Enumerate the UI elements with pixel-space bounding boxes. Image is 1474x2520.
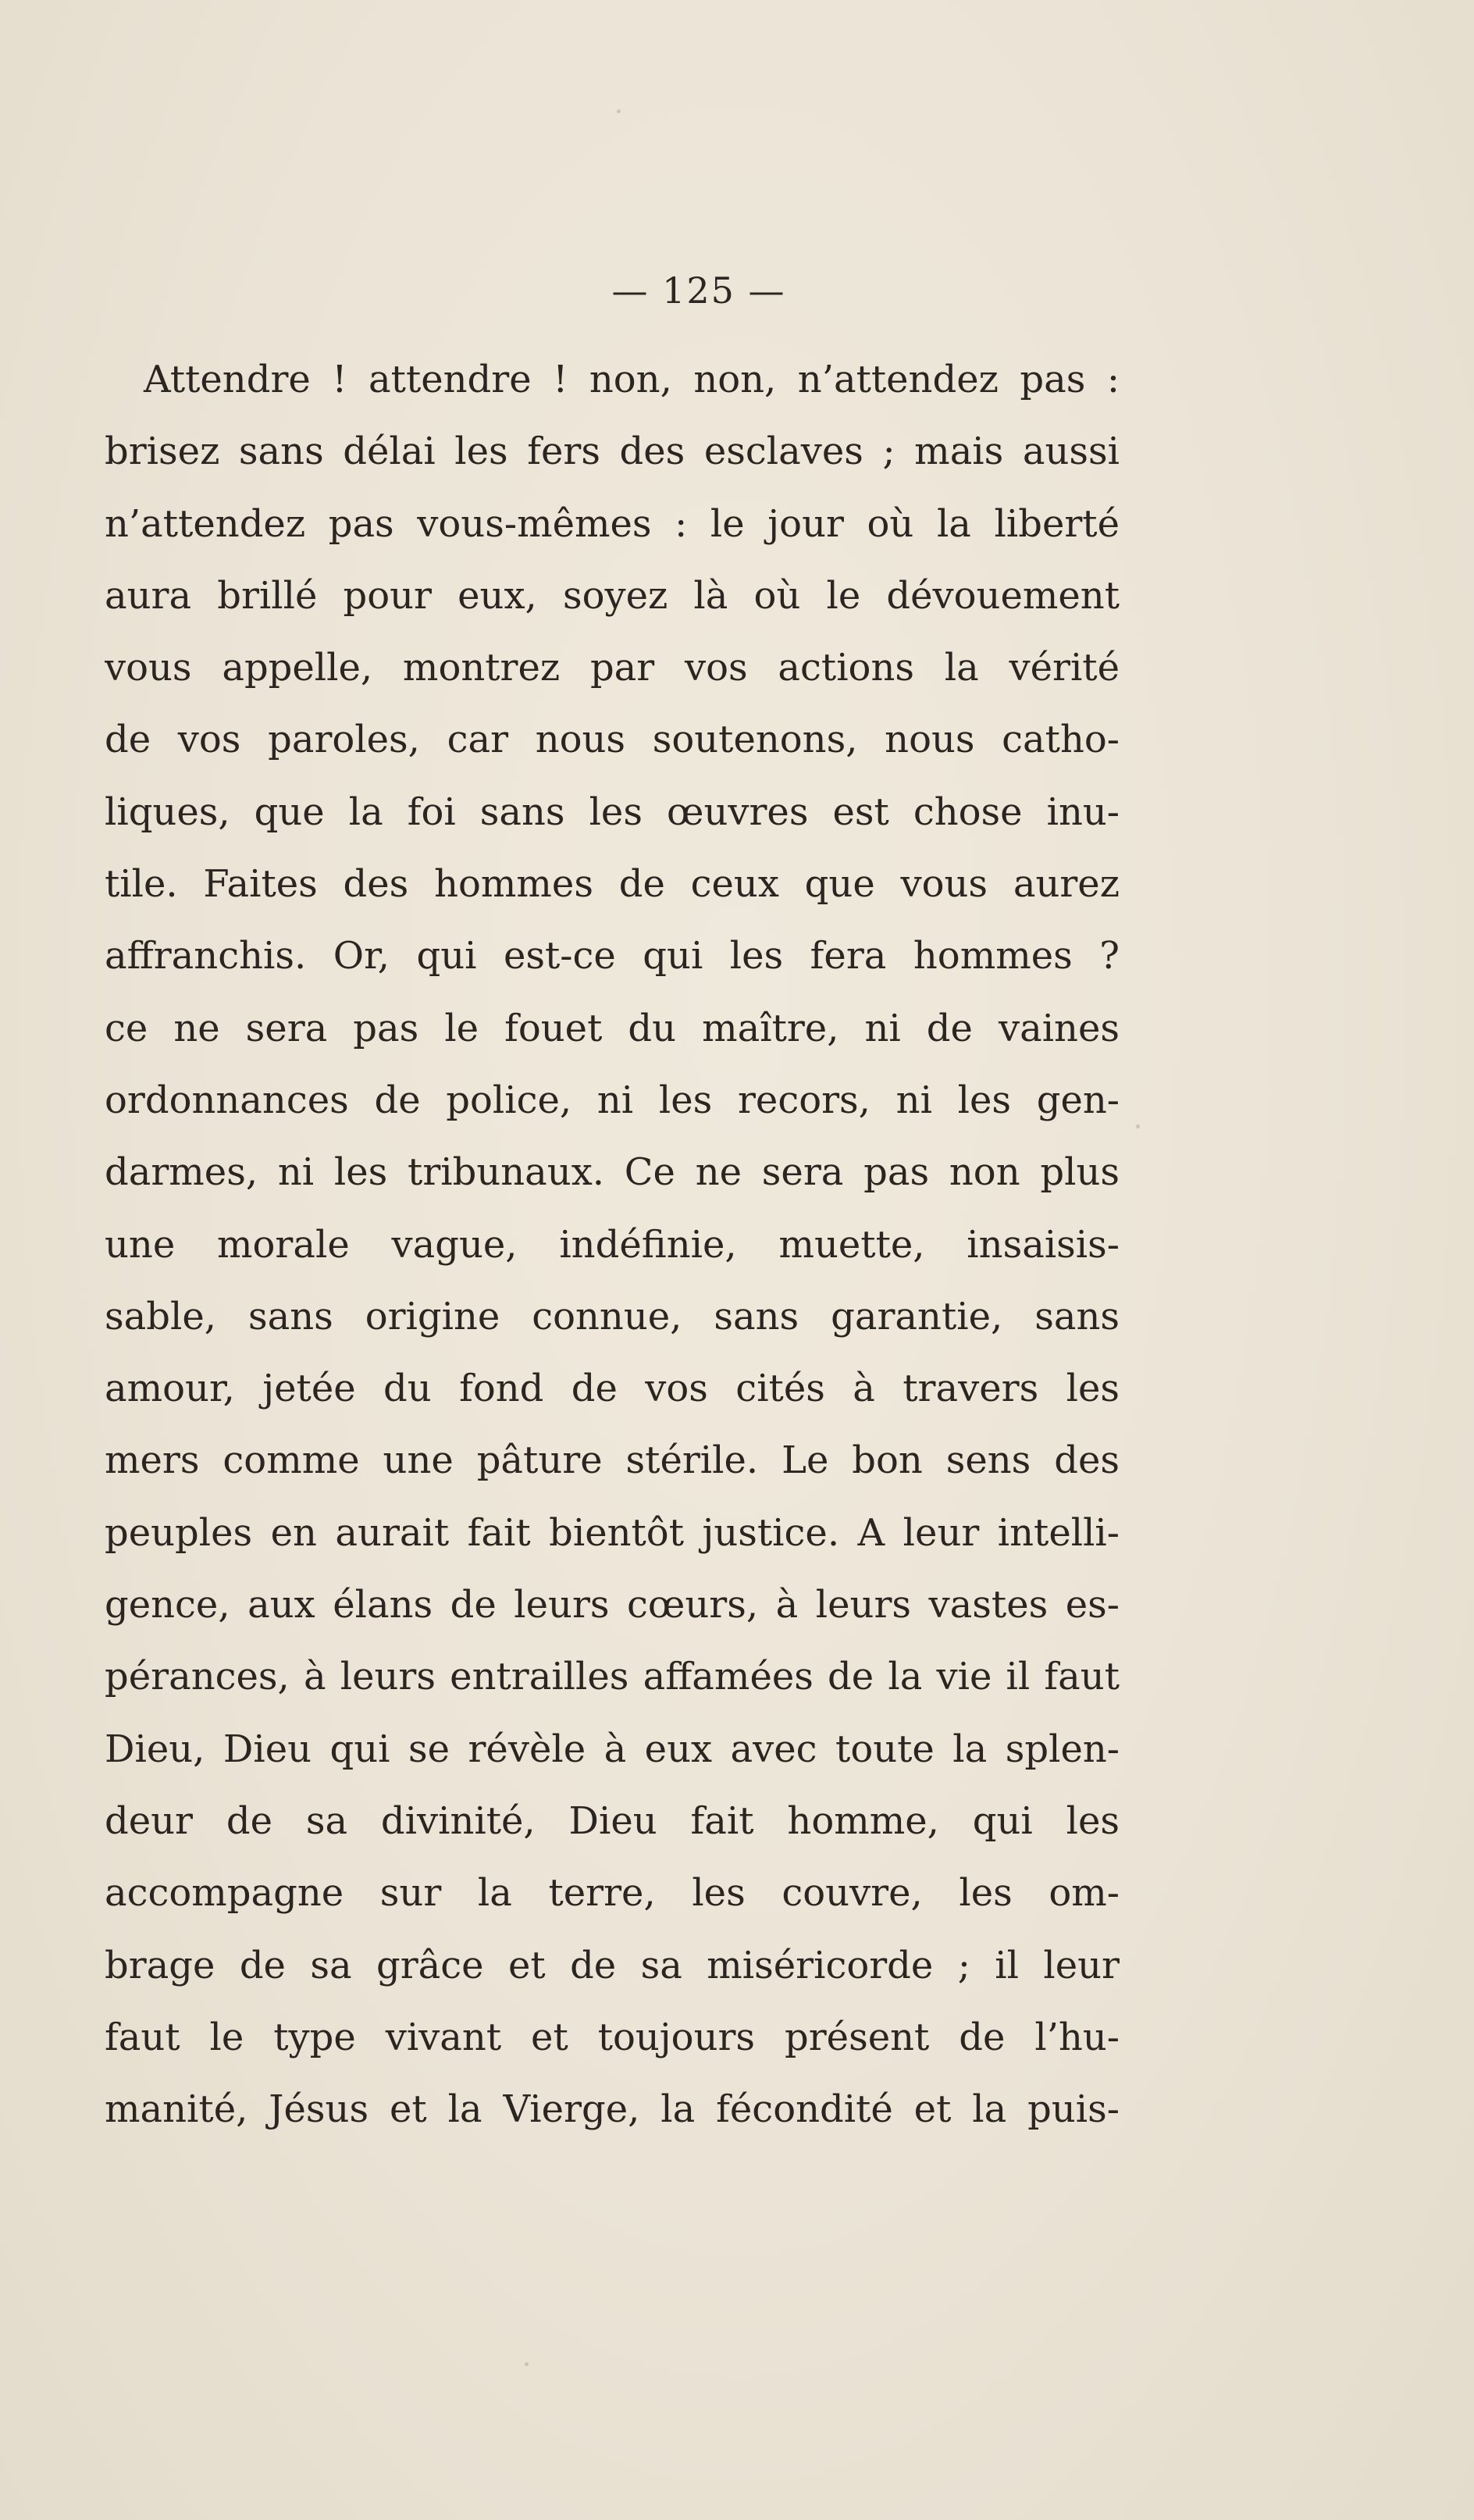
text-line: darmes, ni les tribunaux. Ce ne sera pas non plus — [105, 1150, 1120, 1195]
text-line: manité, Jésus et la Vierge, la fécondité et la puis- — [105, 2087, 1120, 2132]
text-line: Dieu, Dieu qui se révèle à eux avec toute la splen- — [105, 1727, 1120, 1771]
text-line: faut le type vivant et toujours présent de l’hu- — [105, 2015, 1120, 2059]
text-line: ce ne sera pas le fouet du maître, ni de vaines — [105, 1006, 1120, 1050]
text-line: mers comme une pâture stérile. Le bon sens des — [105, 1438, 1120, 1483]
paper-speck — [1136, 1125, 1140, 1128]
text-line: n’attendez pas vous-mêmes : le jour où la liberté — [105, 501, 1120, 546]
text-line: deur de sa divinité, Dieu fait homme, qui les — [105, 1798, 1120, 1843]
paper-speck — [617, 109, 621, 113]
text-line: gence, aux élans de leurs cœurs, à leurs vastes es- — [105, 1583, 1120, 1627]
text-line: pérances, à leurs entrailles affamées de la vie il faut — [105, 1655, 1120, 1699]
text-line: de vos paroles, car nous soutenons, nous catho- — [105, 718, 1120, 762]
body-text — [105, 344, 1120, 2145]
text-line: peuples en aurait fait bientôt justice. A leur intelli- — [105, 1510, 1120, 1555]
text-line: une morale vague, indéfinie, muette, insaisis- — [105, 1222, 1120, 1267]
text-line: sable, sans origine connue, sans garantie, sans — [105, 1294, 1120, 1338]
text-line: Attendre ! attendre ! non, non, n’attendez pas : — [144, 358, 1120, 401]
text-line: amour, jetée du fond de vos cités à travers les — [105, 1367, 1120, 1411]
text-line: ordonnances de police, ni les recors, ni les gen- — [105, 1078, 1120, 1122]
paper-speck — [525, 2362, 529, 2366]
text-line: accompagne sur la terre, les couvre, les om- — [105, 1871, 1120, 1916]
page-number: — 125 — — [611, 269, 786, 312]
text-line: liques, que la foi sans les œuvres est chose inu- — [105, 790, 1120, 834]
text-line: brage de sa grâce et de sa miséricorde ; il leur — [105, 1943, 1120, 1987]
text-line: tile. Faites des hommes de ceux que vous aurez — [105, 862, 1120, 907]
text-line: affranchis. Or, qui est-ce qui les fera hommes ? — [105, 934, 1120, 978]
text-line: aura brillé pour eux, soyez là où le dévouement — [105, 573, 1120, 618]
text-line: brisez sans délai les fers des esclaves ; mais aussi — [105, 430, 1120, 474]
text-line: vous appelle, montrez par vos actions la vérité — [105, 646, 1120, 690]
